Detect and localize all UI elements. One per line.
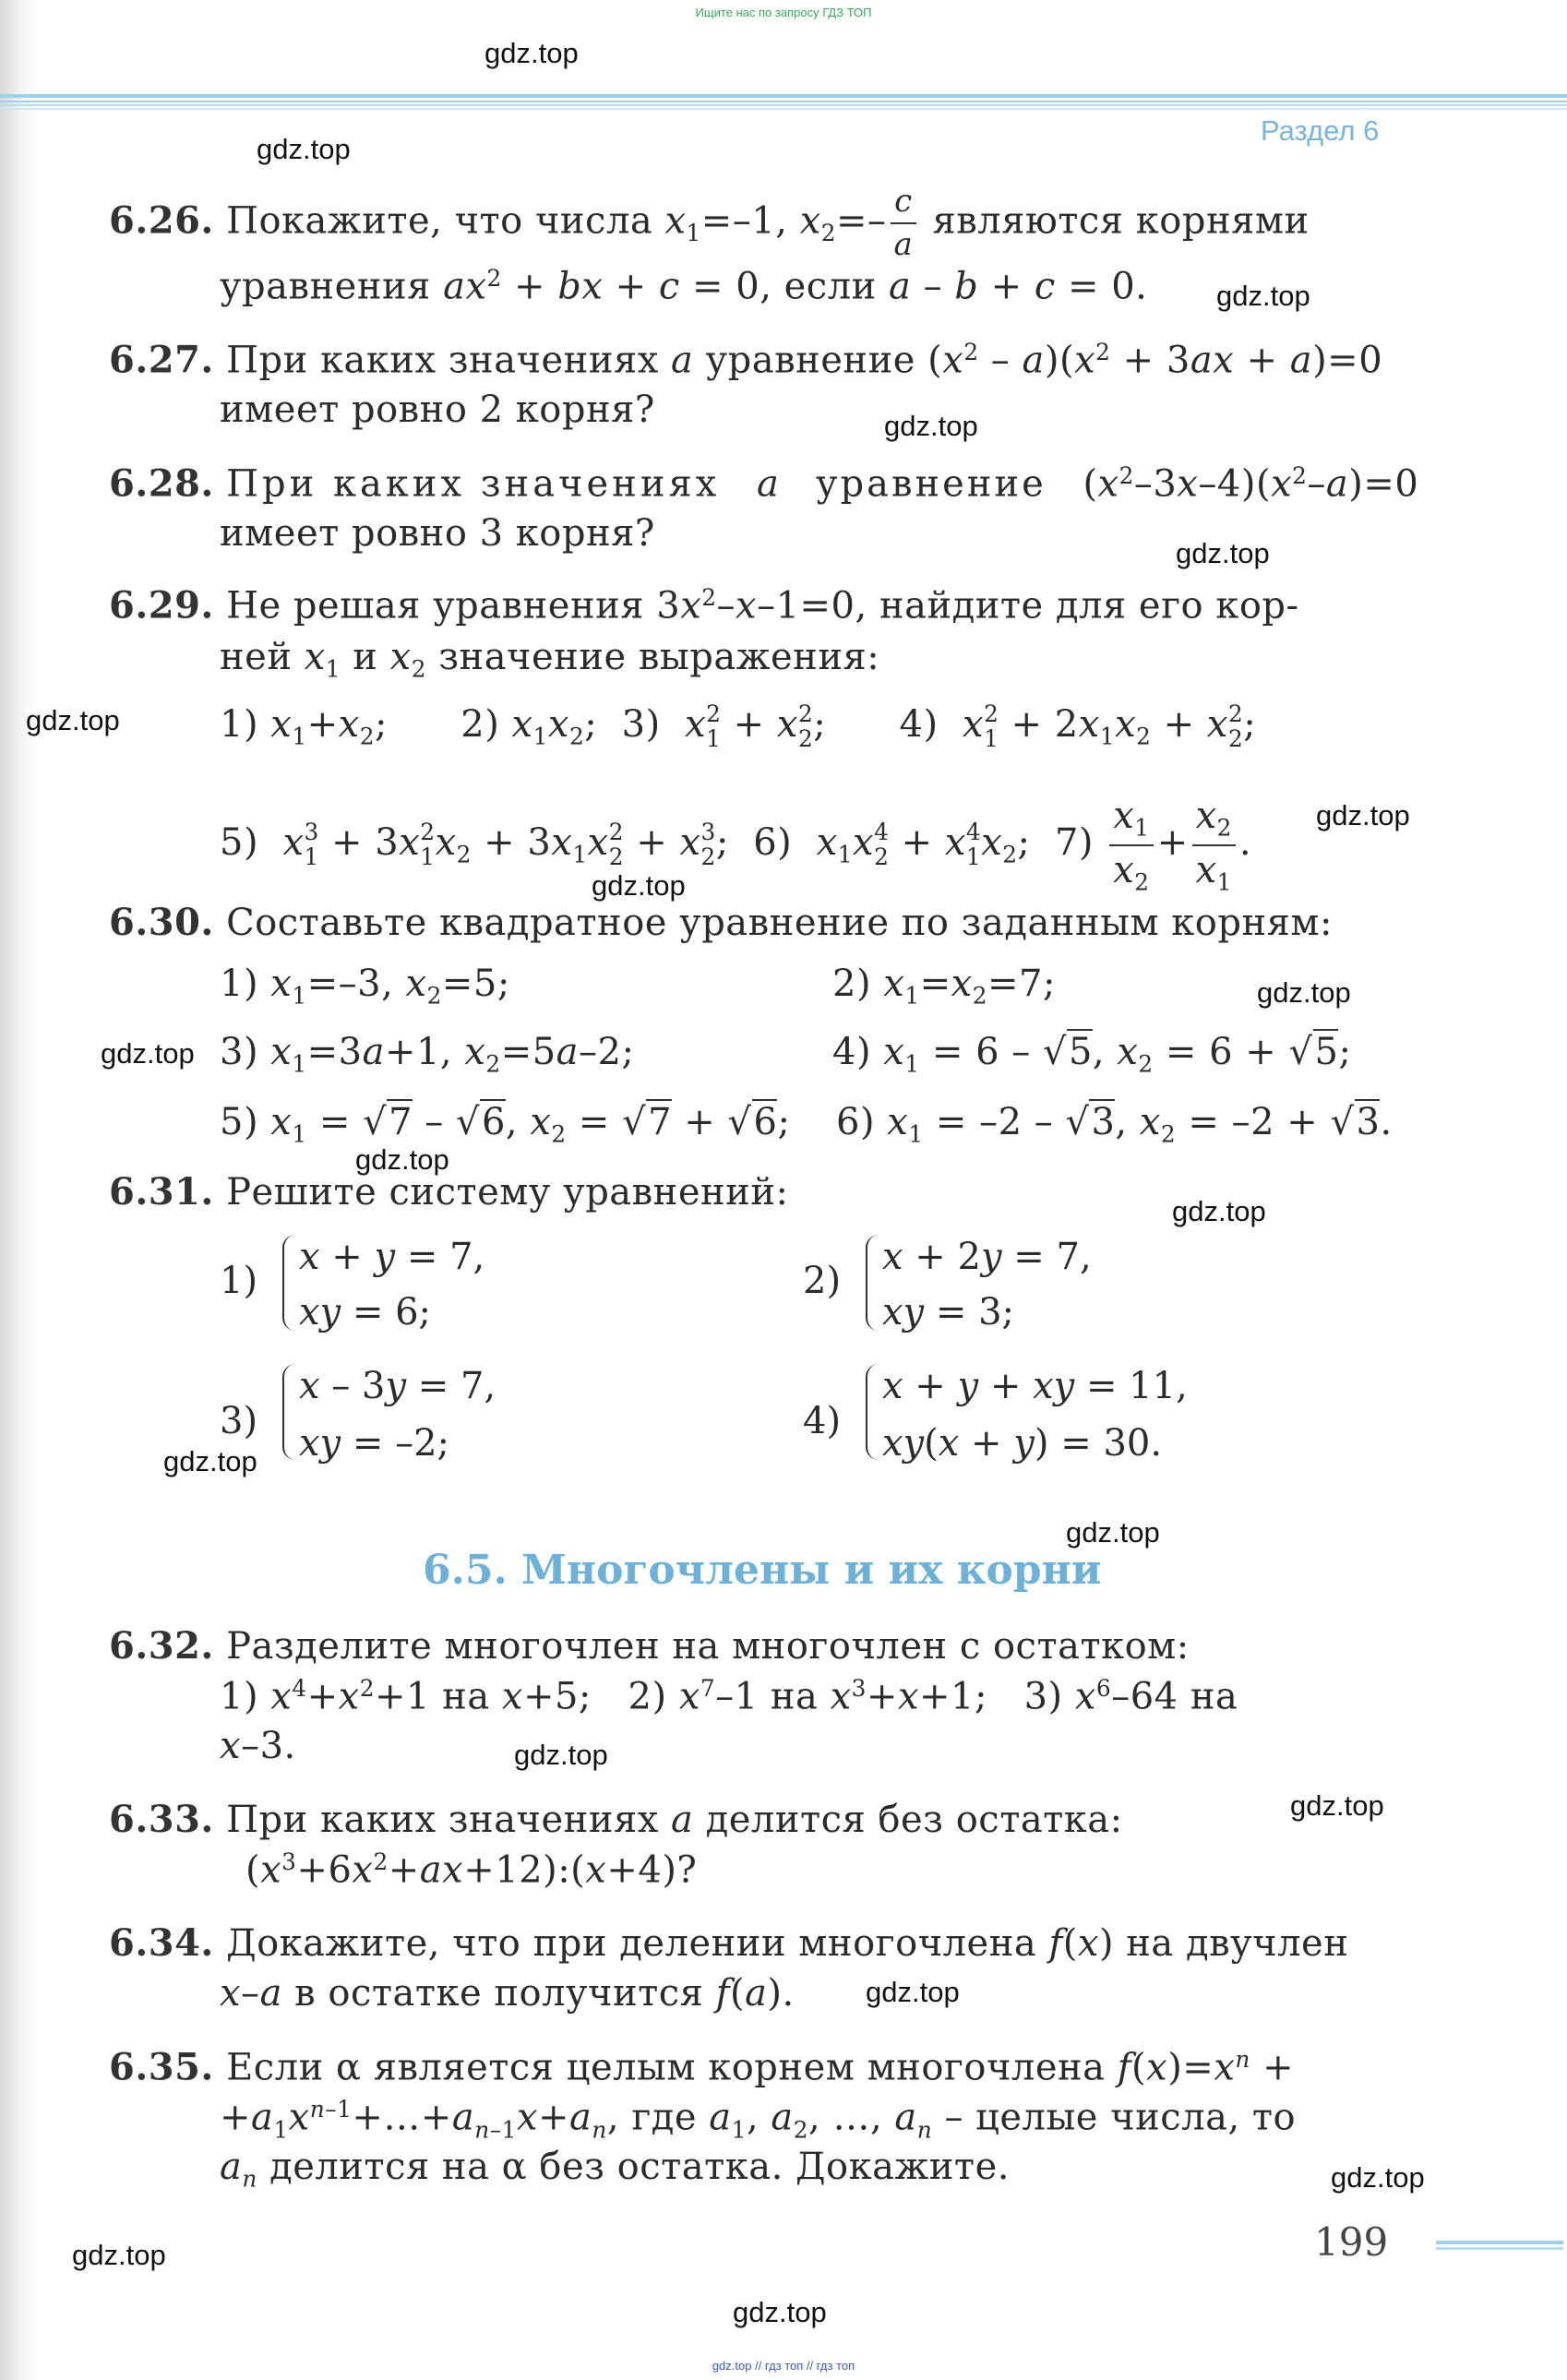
problem-6-32-line1 — [109, 1624, 1190, 1668]
problem-number: 6.30. — [109, 901, 214, 944]
watermark: gdz.top — [1290, 1789, 1384, 1822]
problem-6-30-item-2: 2) $x_1=x_2=7$; — [832, 963, 1056, 1010]
problem-text: в остатке получится — [294, 1972, 704, 2015]
problem-6-30-item-6: 6) $x_1 = -2 - √3$, $x_2 = -2 + √3$. — [836, 1101, 1393, 1148]
watermark: gdz.top — [101, 1037, 195, 1070]
problem-6-33-line2: $(x^3+6x^2+ax+12):(x+4)$? — [245, 1848, 698, 1892]
watermark: gdz.top — [1331, 2161, 1425, 2194]
watermark: gdz.top — [866, 1976, 960, 2008]
watermark: gdz.top — [257, 133, 351, 165]
problem-6-35-line1: 6.35. Если α является целым корнем многочлена $f(x)=x^n$ + — [109, 2045, 1295, 2089]
problem-text: При каких значениях — [226, 339, 659, 382]
problem-number: 6.26. — [109, 198, 214, 243]
problem-text: без остатка. Докажите. — [539, 2146, 1010, 2188]
problem-6-34-line2: x–a в остатке получится f(a). — [220, 1972, 795, 2015]
problem-text: делится на — [269, 2146, 490, 2188]
system-1: 1) x + y = 7, xy = 6; — [220, 1236, 485, 1334]
problem-6-30-item-3: 3) $x_1=3a+1$, $x_2=5a-2$; — [220, 1031, 635, 1078]
problem-text: является целым корнем многочлена — [373, 2046, 1106, 2089]
system-3: 3) x – 3y = 7, xy = –2; — [220, 1365, 496, 1465]
problem-text: являются корнями — [932, 199, 1310, 243]
problem-text: Составьте квадратное уравнение по заданным корням: — [226, 902, 1333, 944]
watermark: gdz.top — [484, 37, 579, 69]
problem-6-34-line1: 6.34. Докажите, что при делении многочлена f(x) на двучлен — [109, 1921, 1349, 1965]
problem-text: Если — [226, 2046, 324, 2089]
problem-6-26-line1: 6.26. Покажите, что числа $x_1=-1$, $x_2=-$ $\frac{c}{a}$ являются корнями — [109, 183, 1310, 264]
watermark: gdz.top — [592, 869, 686, 902]
section-title: 6.5. Многочлены и их корни — [423, 1547, 1102, 1594]
problem-number: 6.28. — [109, 461, 214, 506]
problem-text: При каких значениях — [226, 462, 721, 506]
top-note: Ищите нас по запросу ГДЗ ТОП — [695, 6, 872, 19]
watermark: gdz.top — [733, 2296, 827, 2328]
problem-number: 6.32. — [109, 1624, 214, 1668]
problem-6-29-items-a: 1) $x_1+x_2$; 2) $x_1x_2$; 3) x 2 1 + x 2 2 ; 4) x 2 1 + $2x_1x_2 + x$ 2 2 ; — [220, 700, 1257, 752]
problem-text: ней — [220, 636, 293, 678]
problem-6-32-line2: 1) $x^4+x^2+1$ на x+5; 2) $x^7-1$ на $x^3+x+1$; 3) $x^6-64$ на — [220, 1675, 1238, 1718]
watermark: gdz.top — [26, 704, 120, 736]
problem-number: 6.29. — [109, 583, 214, 628]
system-4: 4) x + y + xy = 11, xy(x + y) = 30. — [803, 1365, 1188, 1465]
bottom-note: gdz.top // гдз топ // гдз топ — [712, 2359, 855, 2373]
problem-text: Покажите, что числа — [226, 199, 653, 243]
problem-text: имеет ровно 2 корня? — [220, 389, 655, 431]
problem-6-32-line3: x–3. — [220, 1725, 296, 1767]
watermark: gdz.top — [355, 1143, 449, 1176]
problem-number: 6.35. — [109, 2045, 214, 2089]
problem-number: 6.31. — [109, 1170, 214, 1214]
problem-6-27-line1: 6.27. При каких значениях a уравнение $(x^2 - a)(x^2 + 3ax + a)=0$ — [109, 338, 1383, 382]
problem-6-30-line1 — [109, 901, 1333, 944]
watermark: gdz.top — [884, 410, 978, 442]
watermark: gdz.top — [514, 1739, 608, 1771]
problem-6-28-line2 — [220, 512, 655, 555]
problem-text: на двучлен — [1126, 1922, 1349, 1965]
header-rule — [0, 94, 1567, 114]
problem-text: При каких значениях — [226, 1799, 659, 1841]
watermark: gdz.top — [1257, 976, 1351, 1009]
page-edge-shadow — [0, 0, 37, 2380]
problem-text: и — [353, 636, 378, 678]
problem-text: делится без остатка: — [705, 1799, 1123, 1841]
problem-text: Докажите, что при делении многочлена — [226, 1922, 1037, 1965]
problem-text: если — [784, 265, 877, 308]
watermark: gdz.top — [1316, 799, 1410, 831]
watermark: gdz.top — [1216, 280, 1310, 312]
problem-number: 6.33. — [109, 1798, 214, 1841]
problem-number: 6.34. — [109, 1921, 214, 1965]
problem-6-31-line1 — [109, 1170, 789, 1214]
problem-6-30-item-1: 1) $x_1=-3$, $x_2=5$; — [220, 963, 510, 1010]
watermark: gdz.top — [1176, 537, 1270, 569]
footer-rule — [1436, 2241, 1563, 2254]
problem-6-27-line2 — [220, 389, 655, 431]
watermark: gdz.top — [72, 2239, 166, 2271]
problem-6-29-items-b: 5) x 3 1 + 3x 2 1 $x_2 + 3x_1x$ 2 2 + x 3 2 ; 6) $x_1x$ 4 2 + x 4 1 $x_2$; 7) $\frac{x_1}{x_2}$ + $\frac{x_2}{x_1}$ . — [220, 795, 1252, 896]
problem-text: – целые числа, то — [944, 2096, 1297, 2139]
page-number: 199 — [1314, 2219, 1389, 2265]
problem-text: уравнения — [220, 265, 431, 308]
problem-6-30-item-4: 4) $x_1 = 6 - √5$, $x_2 = 6 + √5$; — [832, 1031, 1352, 1078]
problem-6-29-line1: 6.29. Не решая уравнения $3x^2-x-1=0$, найдите для его кор- — [109, 583, 1299, 628]
problem-6-33-line1: 6.33. При каких значениях a делится без остатка: — [109, 1798, 1123, 1841]
problem-text: где — [631, 2096, 698, 2139]
watermark: gdz.top — [1172, 1195, 1266, 1227]
problem-6-35-line3: $a_n$ делится на α без остатка. Докажите. — [220, 2146, 1010, 2193]
problem-text: Решите систему уравнений: — [226, 1171, 789, 1214]
section-label: Раздел 6 — [1261, 114, 1380, 147]
system-2: 2) x + 2y = 7, xy = 3; — [803, 1236, 1092, 1334]
problem-text: имеет ровно 3 корня? — [220, 512, 655, 555]
problem-6-30-item-5: 5) $x_1 = √7 - √6$, $x_2 = √7 + √6$; — [220, 1101, 791, 1148]
problem-text: уравнение — [705, 339, 915, 382]
problem-6-29-line2: ней $x_1$ и $x_2$ значение выражения: — [220, 636, 880, 683]
problem-text: Не решая уравнения — [226, 584, 645, 628]
problem-6-35-line2: $+a_1x^{n-1}+\dots+a_{n-1}x+a_n$, где $a_1$, $a_2$, …, $a_n$ – целые числа, то — [220, 2096, 1297, 2144]
problem-6-26-line2: уравнения $ax^2$ + bx + c = 0, если a – b + c = 0. — [220, 265, 1148, 308]
watermark: gdz.top — [1066, 1516, 1160, 1549]
watermark: gdz.top — [163, 1445, 257, 1477]
problem-6-28-line1: 6.28. При каких значениях a уравнение $(x^2-3x-4)(x^2-a)=0$ — [109, 461, 1419, 506]
problem-text: значение выражения: — [438, 636, 880, 678]
problem-number: 6.27. — [109, 338, 214, 382]
problem-text: найдите для его кор- — [879, 584, 1299, 628]
problem-text: уравнение — [815, 462, 1047, 506]
problem-text: Разделите многочлен на многочлен с остатком: — [226, 1625, 1190, 1668]
